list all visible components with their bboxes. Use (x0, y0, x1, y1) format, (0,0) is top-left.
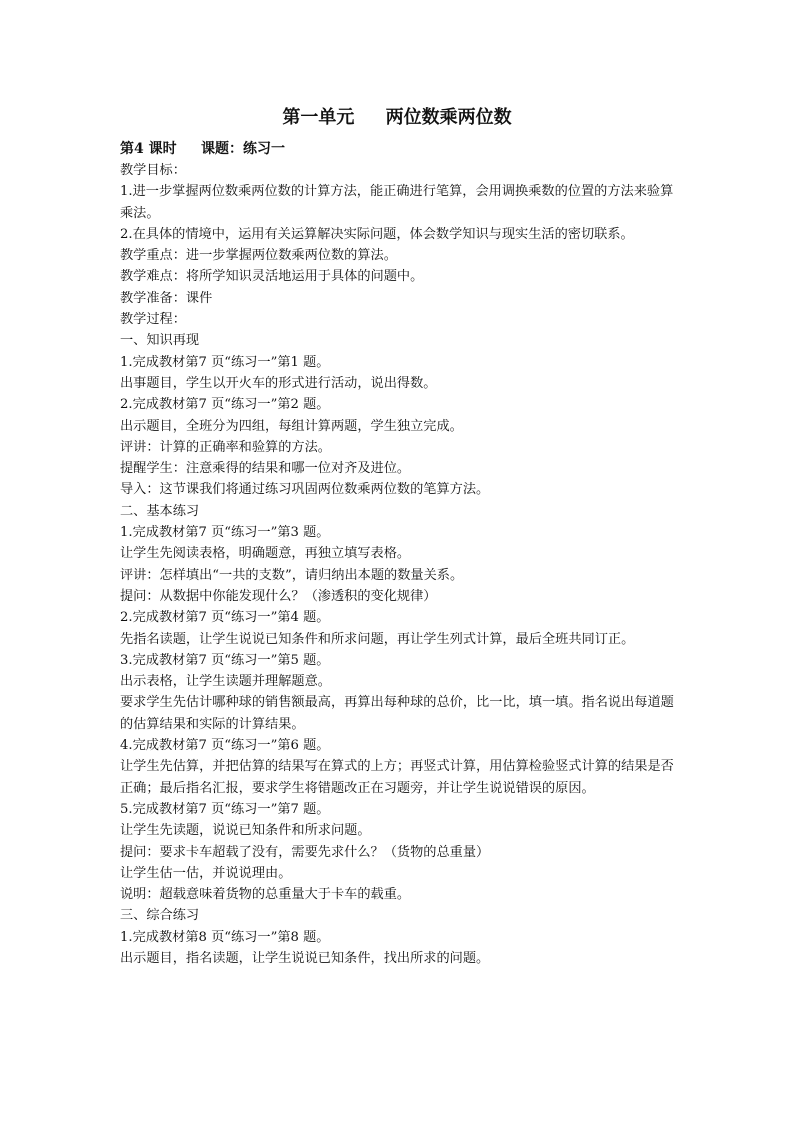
text-line: 三、综合练习 (120, 908, 200, 924)
text-line: 提醒学生：注意乘得的结果和哪一位对齐及进位。 (120, 461, 411, 477)
text-line: 4.完成教材第7 页“练习一”第6 题。 (120, 738, 330, 754)
text-line: 1.完成教材第7 页“练习一”第3 题。 (120, 525, 330, 541)
text-line: 让学生先估算，并把估算的结果写在算式的上方；再竖式计算，用估算检验竖式计算的结果是否正确；最后指名汇报，要求学生将错题改正在习题旁，并让学生说说错误的原因。 (120, 759, 674, 796)
text-line: 要求学生先估计哪种球的销售额最高，再算出每种球的总价，比一比，填一填。指名说出每道题的估算结果和实际的计算结果。 (120, 695, 674, 732)
text-line: 导入：这节课我们将通过练习巩固两位数乘两位数的笔算方法。 (120, 482, 490, 498)
text-line: 让学生先读题，说说已知条件和所求问题。 (120, 823, 371, 839)
text-line: 3.完成教材第7 页“练习一”第5 题。 (120, 652, 330, 668)
document-body (120, 160, 676, 969)
text-line: 1.进一步掌握两位数乘两位数的计算方法，能正确进行笔算，会用调换乘数的位置的方法来验算乘法。 (120, 184, 674, 221)
text-line: 二、基本练习 (120, 503, 200, 519)
text-line: 出示题目，全班分为四组，每组计算两题，学生独立完成。 (120, 418, 463, 434)
page-title: 第一单元 两位数乘两位数 (282, 107, 512, 128)
text-line: 2.完成教材第7 页“练习一”第2 题。 (120, 397, 330, 413)
text-line: 1.完成教材第7 页“练习一”第1 题。 (120, 354, 330, 370)
text-line: 提问：要求卡车超载了没有，需要先求什么？（货物的总重量） (120, 844, 490, 860)
text-line: 2.完成教材第7 页“练习一”第4 题。 (120, 610, 330, 626)
text-line: 教学过程： (120, 312, 186, 328)
text-line: 2.在具体的情境中，运用有关运算解决实际问题，体会数学知识与现实生活的密切联系。 (120, 226, 634, 242)
text-line: 出事题目，学生以开火车的形式进行活动，说出得数。 (120, 375, 437, 391)
text-line: 评讲：计算的正确率和验算的方法。 (120, 439, 331, 455)
text-line: 提问：从数据中你能发现什么？（渗透积的变化规律） (120, 588, 437, 604)
text-line: 1.完成教材第8 页“练习一”第8 题。 (120, 929, 330, 945)
text-line: 让学生先阅读表格，明确题意，再独立填写表格。 (120, 546, 411, 562)
text-line: 教学目标： (120, 163, 186, 178)
text-line: 教学重点：进一步掌握两位数乘两位数的算法。 (120, 248, 397, 264)
text-line: 一、知识再现 (120, 333, 200, 349)
text-line: 出示表格，让学生读题并理解题意。 (120, 674, 331, 690)
lesson-heading: 第4 课时 课题：练习一 (120, 141, 285, 157)
text-line: 说明：超载意味着货物的总重量大于卡车的载重。 (120, 887, 411, 903)
text-line: 教学难点：将所学知识灵活地运用于具体的问题中。 (120, 269, 424, 285)
text-line: 让学生估一估，并说说理由。 (120, 865, 292, 881)
text-line: 5.完成教材第7 页“练习一”第7 题。 (120, 801, 330, 817)
text-line: 出示题目，指名读题，让学生说说已知条件，找出所求的问题。 (120, 950, 490, 966)
text-line: 教学准备：课件 (120, 290, 213, 306)
text-line: 先指名读题，让学生说说已知条件和所求问题，再让学生列式计算，最后全班共同订正。 (120, 631, 635, 647)
text-line: 评讲：怎样填出“一共的支数”，请归纳出本题的数量关系。 (120, 567, 464, 583)
